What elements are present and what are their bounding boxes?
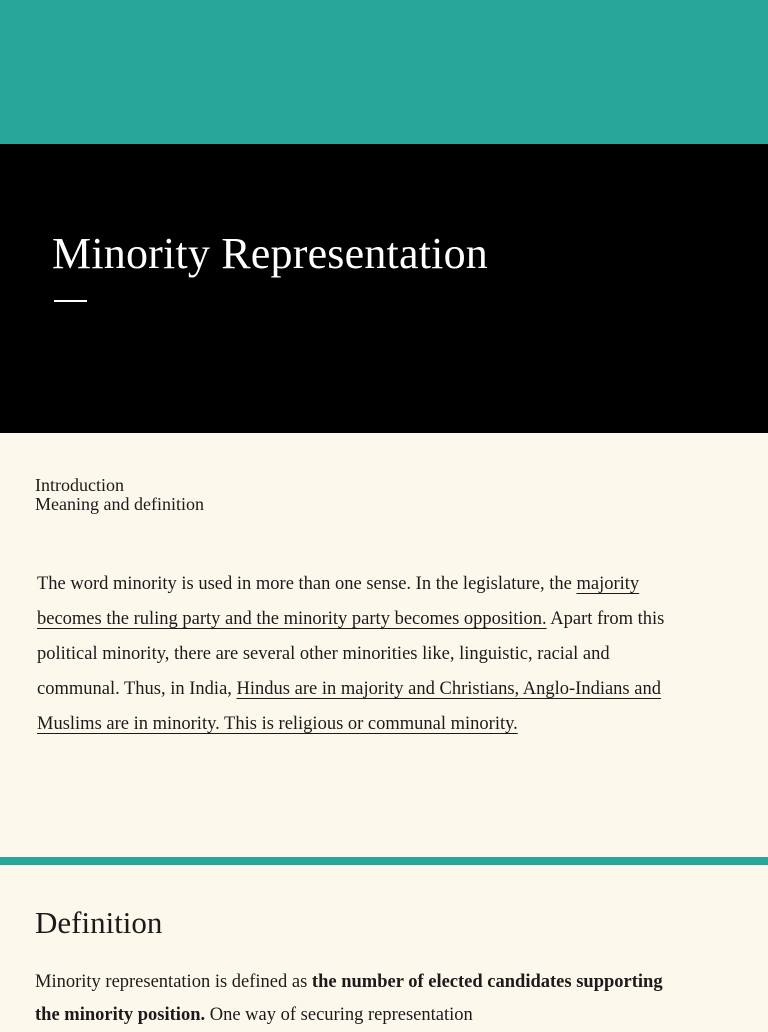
intro-text-2: Apart from this political minority, there are several other minorities like, linguistic, racial and communal. Thus, in India, (37, 609, 665, 699)
section-divider (0, 857, 768, 865)
definition-text-2: One way of securing representation (205, 1005, 473, 1025)
definition-heading: Definition (35, 905, 163, 940)
definition-bold: the number of elected candidates supporting the minority position. (35, 972, 663, 1025)
intro-link-hindus[interactable]: Hindus are in majority and Christians, Anglo-Indians and Muslims are in minority. This is religious or communal minority. (37, 679, 661, 734)
definition-paragraph (35, 966, 675, 1032)
definition-text-1: Minority representation is defined as (35, 972, 312, 992)
intro-paragraph (37, 567, 677, 742)
intro-link-majority[interactable]: majority becomes the ruling party and the minority party becomes opposition. (37, 574, 640, 629)
subhead-introduction: Introduction (35, 475, 124, 495)
header-accent-band (0, 0, 768, 144)
title-underline-rule (54, 300, 87, 302)
section-subheads (35, 476, 204, 514)
intro-text-1: The word minority is used in more than one sense. In the legislature, the (37, 574, 577, 594)
slide-title: Minority Representation (52, 229, 488, 278)
title-block (0, 144, 768, 433)
subhead-meaning: Meaning and definition (35, 494, 204, 514)
